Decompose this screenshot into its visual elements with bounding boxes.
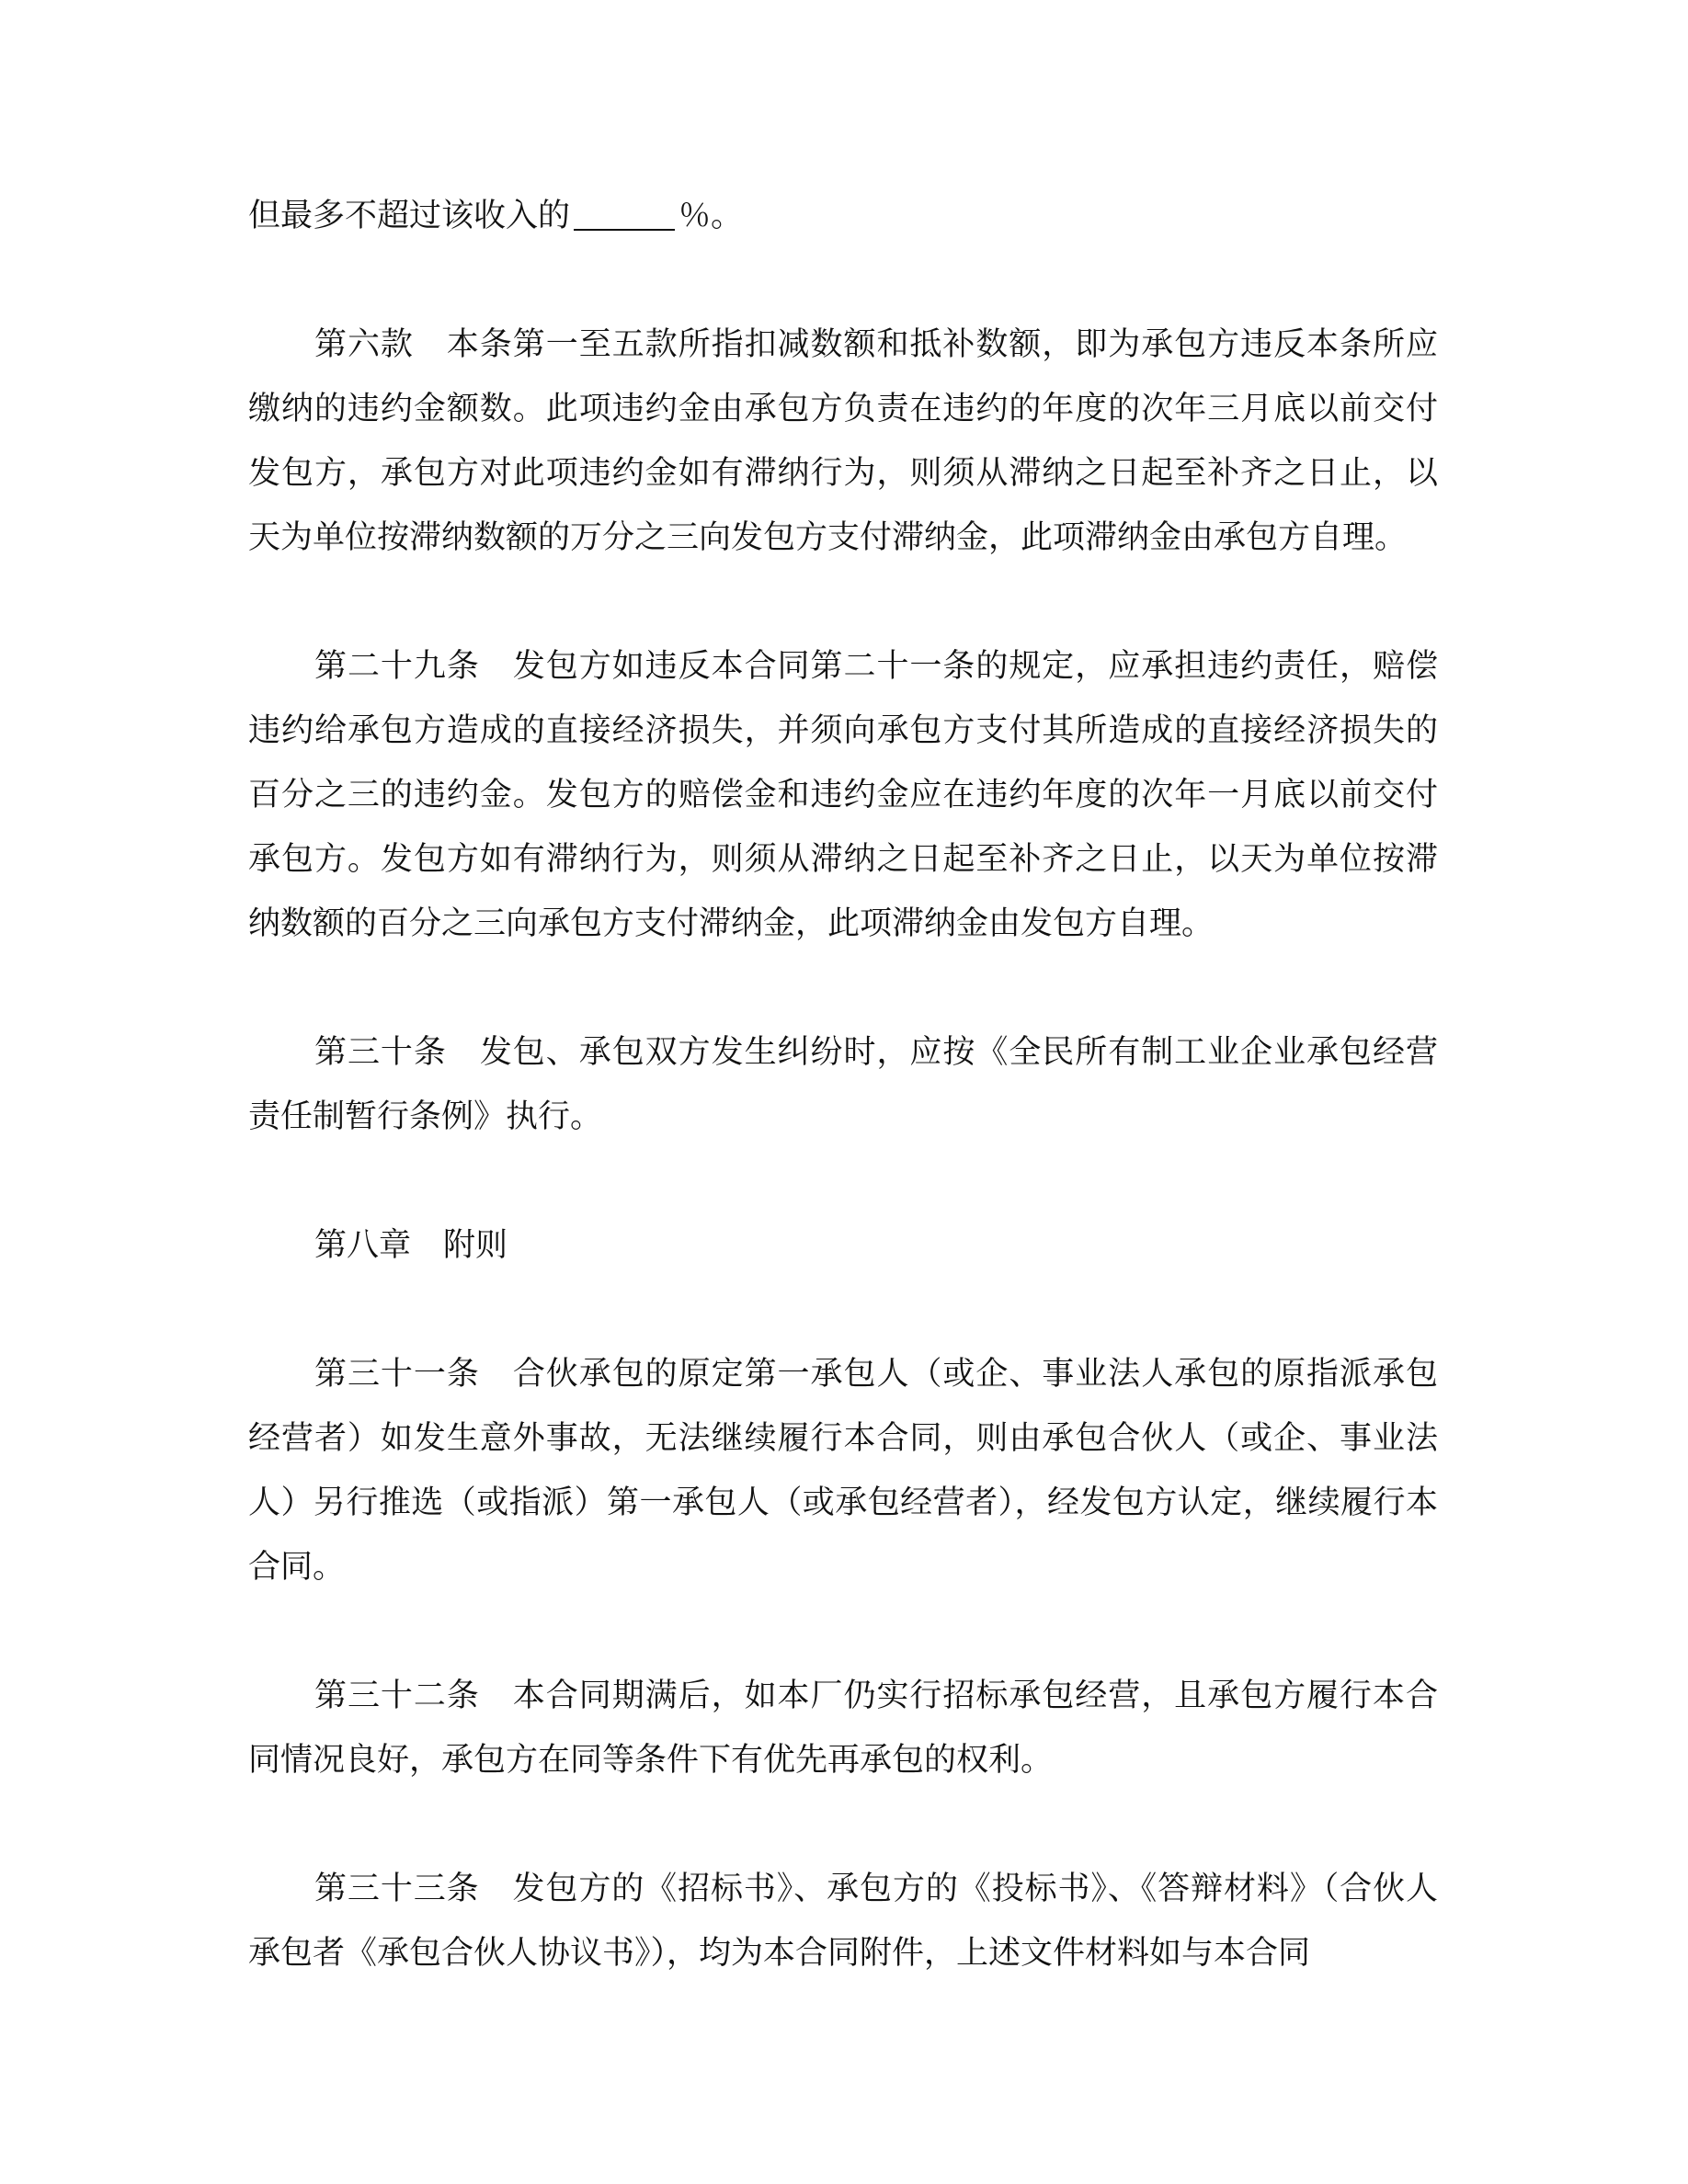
clause-heading: 第三十一条	[314, 1356, 480, 1393]
clause-heading: 第六款	[314, 326, 414, 363]
chapter-title: 附则	[443, 1227, 508, 1264]
clause-text: 发包方的《招标书》、承包方的《投标书》、《答辩材料》（合伙人承包者《承包合伙人协议书》），均为本合同附件，上述文件材料如与本合同	[248, 1871, 1438, 1972]
clause-paragraph	[248, 1664, 1438, 1792]
clause-heading: 第三十三条	[314, 1871, 480, 1907]
clause-paragraph	[248, 1342, 1438, 1599]
intro-percent: ％。	[679, 198, 744, 234]
clause-paragraph	[248, 634, 1438, 956]
chapter-number: 第八章	[314, 1227, 412, 1264]
clause-paragraph	[248, 1020, 1438, 1149]
clause-text: 发包、承包双方发生纠纷时，应按《全民所有制工业企业承包经营责任制暂行条例》执行。	[248, 1034, 1438, 1135]
intro-text: 但最多不超过该收入的	[248, 198, 571, 234]
clause-text: 合伙承包的原定第一承包人（或企、事业法人承包的原指派承包经营者）如发生意外事故，无法继续履行本合同，则由承包合伙人（或企、事业法人）另行推选（或指派）第一承包人（或承包经营者），经发包方认定，继续履行本合同。	[248, 1356, 1438, 1586]
clause-heading: 第三十条	[314, 1034, 447, 1071]
clause-text: 本条第一至五款所指扣减数额和抵补数额，即为承包方违反本条所应缴纳的违约金额数。此项违约金由承包方负责在违约的年度的次年三月底以前交付发包方，承包方对此项违约金如有滞纳行为，则须从滞纳之日起至补齐之日止，以天为单位按滞纳数额的万分之三向发包方支付滞纳金，此项滞纳金由承包方自理。	[248, 326, 1438, 556]
clause-paragraph	[248, 313, 1438, 570]
clause-text: 发包方如违反本合同第二十一条的规定，应承担违约责任，赔偿违约给承包方造成的直接经济损失，并须向承包方支付其所造成的直接经济损失的百分之三的违约金。发包方的赔偿金和违约金应在违约年度的次年一月底以前交付承包方。发包方如有滞纳行为，则须从滞纳之日起至补齐之日止，以天为单位按滞纳数额的百分之三向承包方支付滞纳金，此项滞纳金由发包方自理。	[248, 648, 1438, 942]
clause-paragraph	[248, 1857, 1438, 1985]
clause-heading: 第三十二条	[314, 1678, 480, 1714]
intro-line	[248, 184, 1438, 248]
fill-in-blank	[574, 197, 675, 231]
clause-text: 本合同期满后，如本厂仍实行招标承包经营，且承包方履行本合同情况良好，承包方在同等条件下有优先再承包的权利。	[248, 1678, 1438, 1779]
chapter-heading	[248, 1213, 1438, 1278]
clause-heading: 第二十九条	[314, 648, 480, 685]
